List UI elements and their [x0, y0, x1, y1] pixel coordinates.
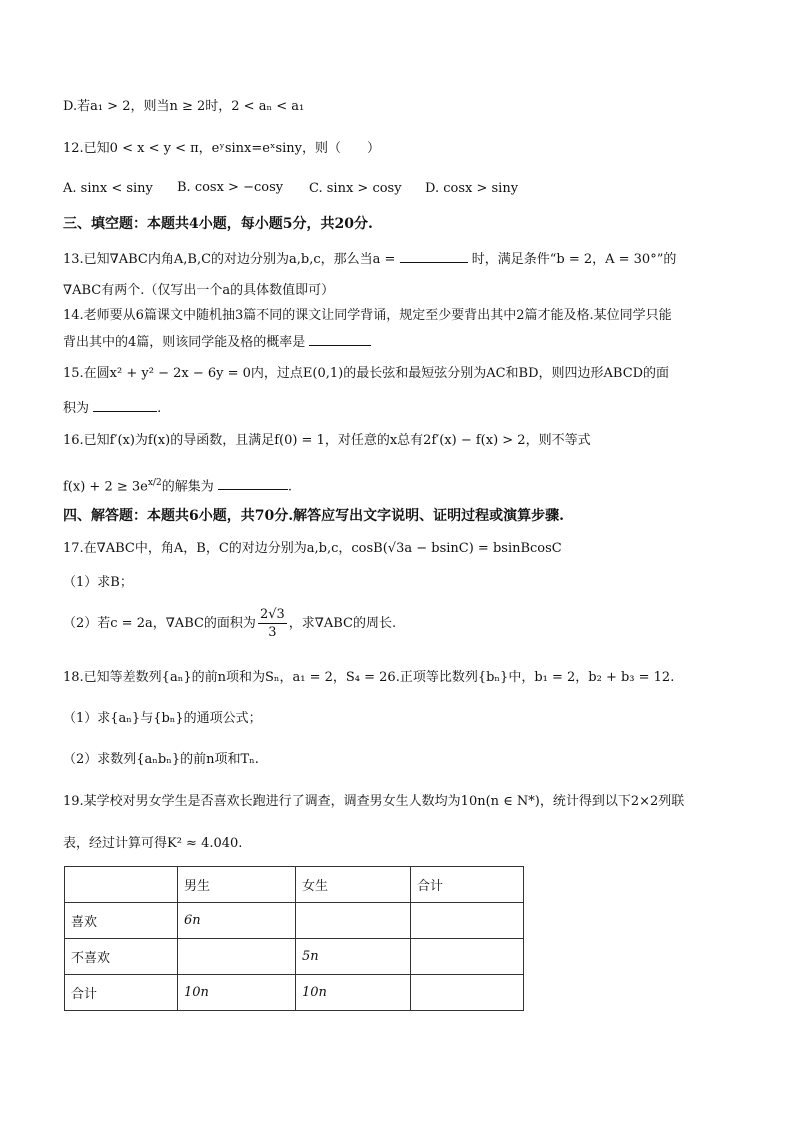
q15-answer-blank: [93, 397, 157, 412]
table-header-cell: 合计: [411, 867, 524, 903]
table-cell: 喜欢: [65, 903, 178, 939]
q17-fraction: [258, 606, 287, 641]
q16-line-1: 16.已知f′(x)为f(x)的导函数，且满足f(0) = 1，对任意的x总有2f′(x) − f(x) > 2，则不等式: [63, 433, 591, 448]
q14-line-2: [63, 331, 371, 353]
q14-answer-blank: [309, 331, 371, 346]
q17-fraction-numerator: 2√3: [259, 607, 285, 622]
table-header-row: [65, 867, 524, 903]
q14-text: 背出其中的4篇，则该同学能及格的概率是: [63, 335, 306, 350]
table-cell: 10n: [178, 975, 296, 1011]
q13-answer-blank: [400, 248, 468, 263]
table-cell: 6n: [178, 903, 296, 939]
section-4-heading: 四、解答题：本题共6小题，共70分.解答应写出文字说明、证明过程或演算步骤.: [63, 508, 564, 524]
q16-exponent: x/2: [147, 478, 162, 488]
table-cell: [296, 903, 411, 939]
q17-part-2-text-a: （2）若c = 2a，∇ABC的面积为: [63, 616, 256, 631]
q13-line-2: ∇ABC有两个.（仅写出一个a的具体数值即可）: [63, 283, 335, 298]
table-cell: 不喜欢: [65, 939, 178, 975]
q12-option-c: C. sinx > cosy: [309, 181, 402, 196]
q13-line-1: [63, 248, 676, 270]
q18-part-2: （2）求数列{aₙbₙ}的前n项和Tₙ.: [63, 752, 259, 767]
q12-stem: 12.已知0 < x < y < π，eʸsinx=eˣsiny，则（ ）: [63, 141, 381, 156]
q19-line-1: 19.某学校对男女学生是否喜欢长跑进行了调查，调查男女生人数均为10n(n ∈ N*)，统计得到以下2×2列联: [63, 794, 685, 809]
q16-answer-blank: [218, 475, 288, 490]
q13-text-a: 13.已知∇ABC内角A,B,C的对边分别为a,b,c，那么当a =: [63, 252, 396, 267]
q19-line-2: 表，经过计算可得K² ≈ 4.040.: [63, 836, 243, 851]
table-cell: [178, 939, 296, 975]
q13-text-b: 时，满足条件“b = 2，A = 30°”的: [471, 252, 677, 267]
table-header-cell: [65, 867, 178, 903]
q12-option-d: D. cosx > siny: [425, 181, 519, 196]
q17-stem: 17.在∇ABC中，角A，B，C的对边分别为a,b,c，cosB(√3a − bsinC) = bsinBcosC: [63, 541, 562, 556]
q11-option-d: D.若a₁ > 2，则当n ≥ 2时，2 < aₙ < a₁: [63, 99, 305, 114]
q15-line-1: 15.在圆x² + y² − 2x − 6y = 0内，过点E(0,1)的最长弦和最短弦分别为AC和BD，则四边形ABCD的面: [63, 366, 670, 381]
q17-part-2-text-b: ，求∇ABC的周长.: [288, 616, 397, 631]
q17-fraction-denominator: 3: [268, 625, 277, 640]
table-row: [65, 939, 524, 975]
q12-option-b: B. cosx > −cosy: [177, 180, 284, 195]
q17-part-1: （1）求B；: [63, 575, 133, 590]
table-header-cell: 男生: [178, 867, 296, 903]
q16-text: 的解集为: [161, 479, 214, 495]
q16-line-2: $f(x) + 2 \ge 3e^{x/2}$的解集为 .: [63, 473, 292, 497]
q14-line-1: 14.老师要从6篇课文中随机抽3篇不同的课文让同学背诵，规定至少要背出其中2篇才能及格.某位同学只能: [63, 308, 672, 323]
table-cell: 5n: [296, 939, 411, 975]
table-cell: 10n: [296, 975, 411, 1011]
table-header-cell: 女生: [296, 867, 411, 903]
q15-line-2: 积为 .: [63, 397, 161, 419]
q18-part-1: （1）求{aₙ}与{bₙ}的通项公式；: [63, 711, 262, 726]
table-cell: [411, 903, 524, 939]
q18-stem: 18.已知等差数列{aₙ}的前n项和为Sₙ，a₁ = 2，S₄ = 26.正项等比数列{bₙ}中，b₁ = 2，b₂ + b₃ = 12.: [63, 670, 675, 685]
contingency-table: [64, 866, 524, 1011]
q16-inequality: f(x) + 2 ≥ 3e: [63, 479, 148, 495]
table-cell: [411, 939, 524, 975]
table-row: [65, 975, 524, 1011]
section-3-heading: 三、填空题：本题共4小题，每小题5分，共20分.: [63, 216, 373, 232]
table-cell: [411, 975, 524, 1011]
table-row: [65, 903, 524, 939]
q15-text: 积为: [63, 401, 90, 416]
table-cell: 合计: [65, 975, 178, 1011]
q17-part-2: [63, 606, 396, 641]
q12-option-a: A. sinx < siny: [63, 181, 153, 196]
